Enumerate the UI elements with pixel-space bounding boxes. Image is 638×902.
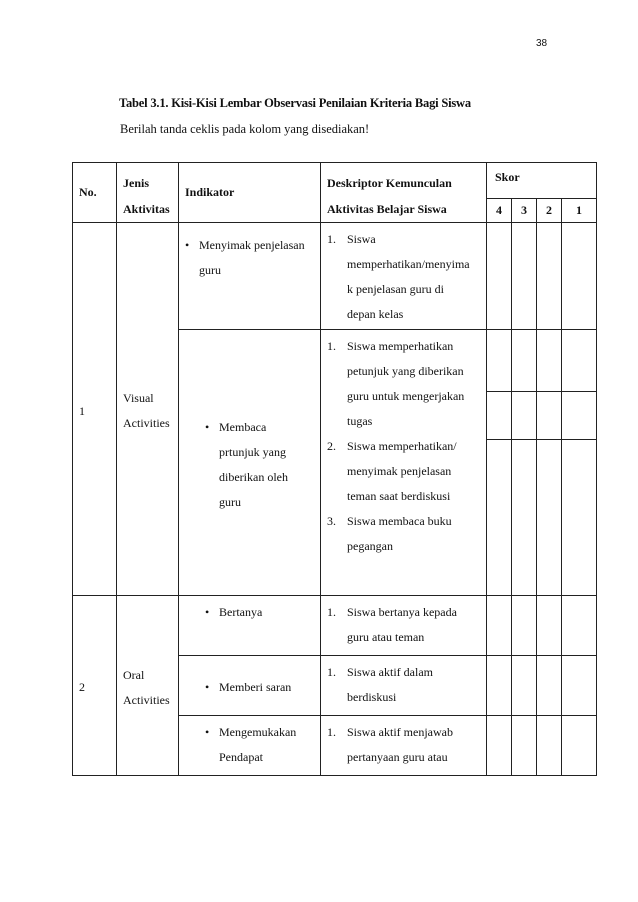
indicator-mengemukakan-pendapat xyxy=(179,716,321,776)
jenis-line2: Activities xyxy=(123,692,170,707)
descriptor-number: 1. xyxy=(327,605,336,619)
header-score-3: 3 xyxy=(512,199,537,223)
descriptor-number: 1. xyxy=(327,665,336,679)
page-number: 38 xyxy=(536,38,548,49)
score-checkbox-cell[interactable] xyxy=(562,440,597,596)
descriptor-number: 1. xyxy=(327,725,336,739)
descriptor-cell xyxy=(321,596,487,656)
header-deskriptor-line1: Deskriptor Kemunculan xyxy=(327,176,452,190)
indicator-line: Pendapat xyxy=(219,750,263,764)
descriptor-line: berdiskusi xyxy=(347,690,397,704)
score-checkbox-cell[interactable] xyxy=(487,440,512,596)
score-checkbox-cell[interactable] xyxy=(487,596,512,656)
score-checkbox-cell[interactable] xyxy=(562,223,597,330)
descriptor-cell xyxy=(321,330,487,596)
header-score-1: 1 xyxy=(562,199,597,223)
score-checkbox-cell[interactable] xyxy=(537,223,562,330)
header-indikator: Indikator xyxy=(179,163,321,223)
score-checkbox-cell[interactable] xyxy=(537,716,562,776)
descriptor-number: 1. xyxy=(327,232,336,246)
score-checkbox-cell[interactable] xyxy=(512,716,537,776)
indicator-line: diberikan oleh xyxy=(219,469,288,484)
descriptor-line: pegangan xyxy=(347,539,393,553)
indicator-menyimak xyxy=(179,223,321,330)
bullet-icon: • xyxy=(205,725,210,739)
table-caption: Tabel 3.1. Kisi-Kisi Lembar Observasi Penilaian Kriteria Bagi Siswa xyxy=(119,96,471,110)
bullet-icon: • xyxy=(205,680,210,694)
indicator-membaca xyxy=(179,330,321,596)
group-number-1: 1 xyxy=(73,223,117,596)
header-score-4: 4 xyxy=(487,199,512,223)
indicator-line: Mengemukakan xyxy=(219,725,297,739)
score-checkbox-cell[interactable] xyxy=(487,223,512,330)
descriptor-line: pertanyaan guru atau xyxy=(347,750,448,764)
score-checkbox-cell[interactable] xyxy=(537,392,562,440)
jenis-line1: Visual xyxy=(123,391,154,405)
jenis-line2: Activities xyxy=(123,416,170,430)
jenis-aktivitas-visual xyxy=(117,223,179,596)
descriptor-cell xyxy=(321,223,487,330)
observation-table xyxy=(72,162,597,776)
bullet-icon: • xyxy=(185,238,190,252)
descriptor-number: 2. xyxy=(327,439,336,453)
header-skor: Skor xyxy=(487,163,597,199)
score-checkbox-cell[interactable] xyxy=(487,716,512,776)
header-jenis-aktivitas xyxy=(117,163,179,223)
table-row xyxy=(73,596,597,656)
descriptor-line: depan kelas xyxy=(347,307,404,321)
descriptor-cell xyxy=(321,716,487,776)
descriptor-line: Siswa memperhatikan xyxy=(347,339,454,353)
descriptor-line: tugas xyxy=(347,414,373,428)
jenis-aktivitas-oral xyxy=(117,596,179,776)
descriptor-line: petunjuk yang diberikan xyxy=(347,364,464,378)
indicator-line: Bertanya xyxy=(219,605,263,619)
descriptor-line: Siswa bertanya kepada xyxy=(347,605,457,619)
score-checkbox-cell[interactable] xyxy=(512,656,537,716)
bullet-icon: • xyxy=(205,419,210,434)
indicator-bertanya xyxy=(179,596,321,656)
descriptor-line: Siswa xyxy=(347,232,376,246)
score-checkbox-cell[interactable] xyxy=(562,656,597,716)
score-checkbox-cell[interactable] xyxy=(562,392,597,440)
score-checkbox-cell[interactable] xyxy=(512,596,537,656)
header-no: No. xyxy=(73,163,117,223)
score-checkbox-cell[interactable] xyxy=(562,596,597,656)
indicator-line: Membaca xyxy=(219,419,267,434)
score-checkbox-cell[interactable] xyxy=(487,656,512,716)
descriptor-line: menyimak penjelasan xyxy=(347,464,452,478)
indicator-line: prtunjuk yang xyxy=(219,444,286,459)
descriptor-line: guru atau teman xyxy=(347,630,425,644)
score-checkbox-cell[interactable] xyxy=(487,330,512,392)
score-checkbox-cell[interactable] xyxy=(562,716,597,776)
descriptor-number: 3. xyxy=(327,514,336,528)
descriptor-line: guru untuk mengerjakan xyxy=(347,389,465,403)
bullet-icon: • xyxy=(205,605,210,619)
descriptor-number: 1. xyxy=(327,339,336,353)
descriptor-cell xyxy=(321,656,487,716)
indicator-line: Menyimak penjelasan xyxy=(199,238,305,252)
header-jenis-line1: Jenis xyxy=(123,176,150,190)
indicator-memberi-saran xyxy=(179,656,321,716)
header-jenis-line2: Aktivitas xyxy=(123,202,170,216)
instruction-text: Berilah tanda ceklis pada kolom yang disediakan! xyxy=(120,122,370,136)
jenis-line1: Oral xyxy=(123,667,145,682)
score-checkbox-cell[interactable] xyxy=(512,330,537,392)
descriptor-line: k penjelasan guru di xyxy=(347,282,444,296)
score-checkbox-cell[interactable] xyxy=(562,330,597,392)
score-checkbox-cell[interactable] xyxy=(537,656,562,716)
score-checkbox-cell[interactable] xyxy=(537,596,562,656)
score-checkbox-cell[interactable] xyxy=(537,440,562,596)
header-row xyxy=(73,163,597,199)
score-checkbox-cell[interactable] xyxy=(487,392,512,440)
score-checkbox-cell[interactable] xyxy=(537,330,562,392)
descriptor-line: Siswa aktif menjawab xyxy=(347,725,453,739)
indicator-line: Memberi saran xyxy=(219,680,292,694)
header-deskriptor xyxy=(321,163,487,223)
score-checkbox-cell[interactable] xyxy=(512,392,537,440)
indicator-line: guru xyxy=(219,494,241,509)
descriptor-line: Siswa memperhatikan/ xyxy=(347,439,457,453)
group-number-2: 2 xyxy=(73,596,117,776)
header-deskriptor-line2: Aktivitas Belajar Siswa xyxy=(327,202,447,216)
descriptor-line: memperhatikan/menyima xyxy=(347,257,470,271)
descriptor-line: teman saat berdiskusi xyxy=(347,489,451,503)
score-checkbox-cell[interactable] xyxy=(512,440,537,596)
score-checkbox-cell[interactable] xyxy=(512,223,537,330)
header-score-2: 2 xyxy=(537,199,562,223)
descriptor-line: Siswa membaca buku xyxy=(347,514,452,528)
descriptor-line: Siswa aktif dalam xyxy=(347,665,433,679)
indicator-line: guru xyxy=(199,263,221,277)
table-row xyxy=(73,223,597,330)
